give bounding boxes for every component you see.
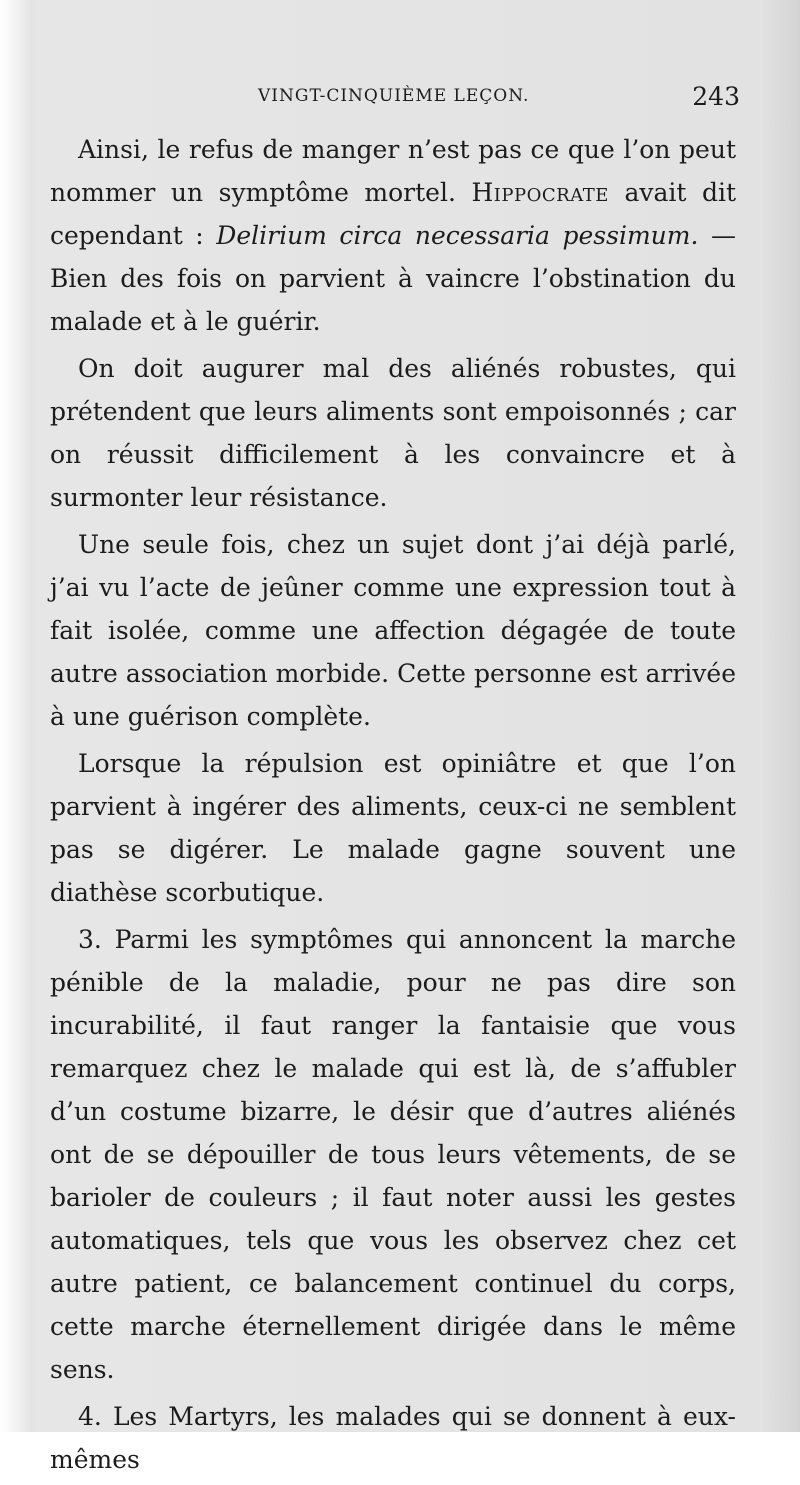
paragraph-6: 4. Les Martyrs, les malades qui se donnent à eux-mêmes [50, 1402, 736, 1474]
binding-shadow [0, 0, 32, 1432]
latin-quote: Delirium circa necessaria pessimum. [216, 221, 699, 250]
running-title: VINGT-CINQUIÈME LEÇON. [258, 86, 530, 106]
p1-middle: avait dit cependant : [50, 178, 737, 250]
paragraph-1 [50, 128, 736, 343]
paragraph-5: 3. Parmi les symptômes qui annoncent la marche pénible de la maladie, pour ne pas dire son incurabilité, il faut ranger la fantaisie que vous remarquez chez le malade qui est là, de s’affubler d’un costume bizarre, le désir que d’autres aliénés ont de se dépouiller de tous leurs vêtements, de se barioler de couleurs ; il faut noter aussi les gestes automatiques, tels que vous les observez chez cet autre patient, ce balancement continuel du corps, cette marche éternellement dirigée dans le même sens. [50, 925, 736, 1384]
author-name: Hippocrate [471, 178, 609, 207]
body-text [50, 128, 736, 1485]
paragraph-3: Une seule fois, chez un sujet dont j’ai déjà parlé, j’ai vu l’acte de jeûner comme une expression tout à fait isolée, comme une affection dégagée de toute autre association morbide. Cette personne est arrivée à une guérison complète. [50, 530, 736, 731]
p1-before: Ainsi, le refus de manger n’est pas ce que l’on peut nommer un symptôme mortel. [50, 135, 736, 207]
paragraph-4: Lorsque la répulsion est opiniâtre et que l’on parvient à ingérer des aliments, ceux-ci ne semblent pas se digérer. Le malade gagne souvent une diathèse scorbutique. [50, 749, 736, 907]
page-header [50, 82, 740, 118]
p1-after: — Bien des fois on parvient à vaincre l’obstination du malade et à le guérir. [50, 221, 736, 336]
page-number: 243 [692, 82, 740, 111]
paragraph-2: On doit augurer mal des aliénés robustes, qui prétendent que leurs aliments sont empoisonnés ; car on réussit difficilement à les convaincre et à surmonter leur résistance. [50, 354, 736, 512]
